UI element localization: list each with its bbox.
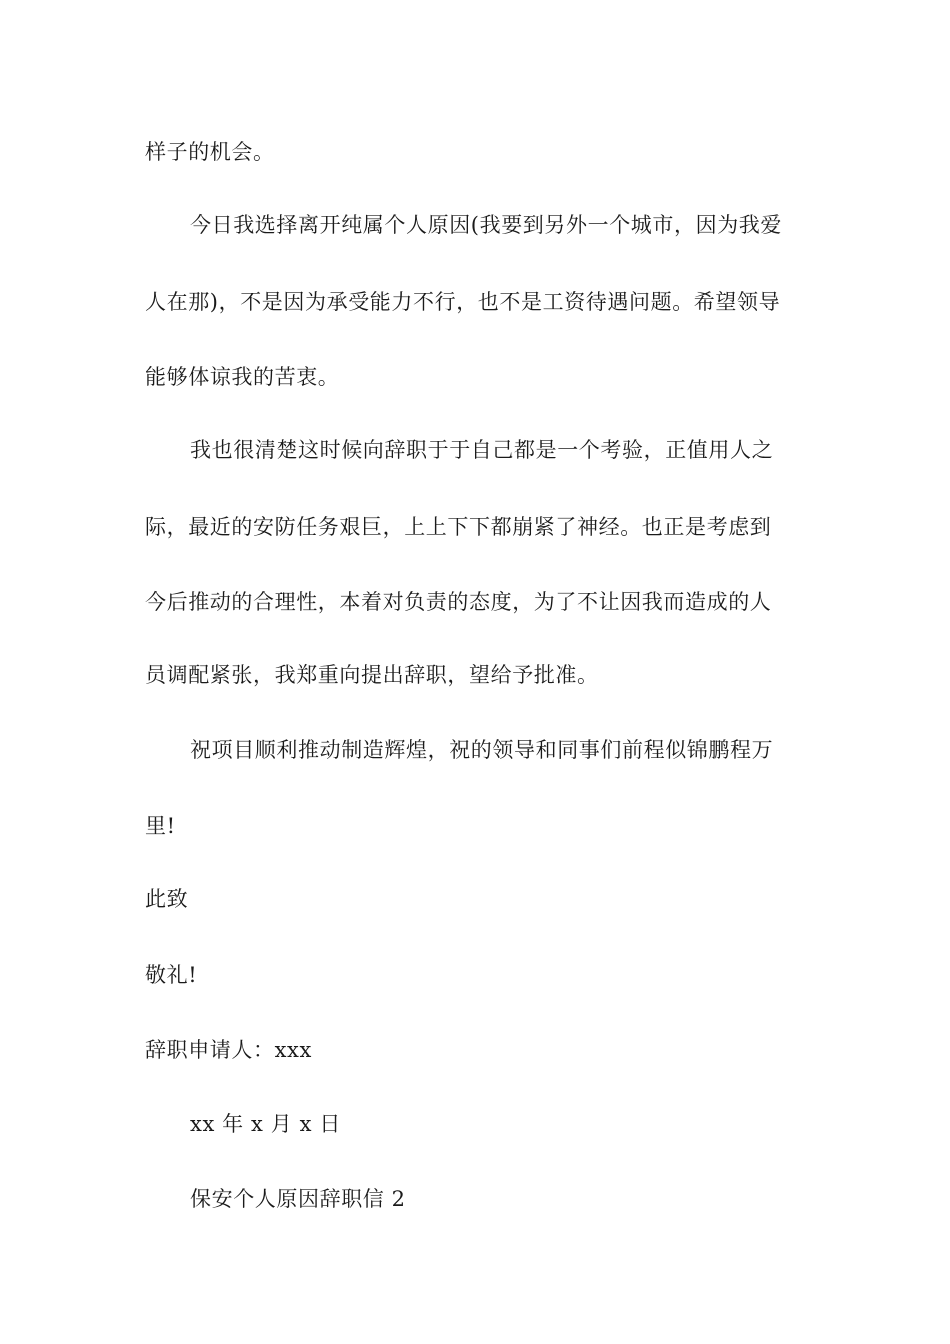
paragraph-line: 样子的机会。 bbox=[145, 140, 275, 164]
section-title: 保安个人原因辞职信 2 bbox=[190, 1187, 406, 1211]
paragraph-line: 祝项目顺利推动制造辉煌，祝的领导和同事们前程似锦鹏程万 bbox=[190, 738, 774, 762]
paragraph-line: 今日我选择离开纯属个人原因(我要到另外一个城市，因为我爱 bbox=[190, 213, 782, 237]
paragraph-line: 人在那)，不是因为承受能力不行，也不是工资待遇问题。希望领导 bbox=[145, 290, 781, 314]
paragraph-line: 能够体谅我的苦衷。 bbox=[145, 365, 340, 389]
paragraph-line: 今后推动的合理性，本着对负责的态度，为了不让因我而造成的人 bbox=[145, 590, 772, 614]
closing-regards: 敬礼! bbox=[145, 963, 198, 987]
applicant-signature: 辞职申请人：xxx bbox=[145, 1038, 312, 1062]
paragraph-line: 际，最近的安防任务艰巨，上上下下都崩紧了神经。也正是考虑到 bbox=[145, 515, 772, 539]
paragraph-line: 员调配紧张，我郑重向提出辞职，望给予批准。 bbox=[145, 663, 599, 687]
date-line: xx 年 x 月 x 日 bbox=[190, 1112, 341, 1136]
paragraph-line: 里! bbox=[145, 814, 176, 838]
closing-salutation: 此致 bbox=[145, 887, 189, 911]
paragraph-line: 我也很清楚这时候向辞职于于自己都是一个考验，正值用人之 bbox=[190, 438, 774, 462]
